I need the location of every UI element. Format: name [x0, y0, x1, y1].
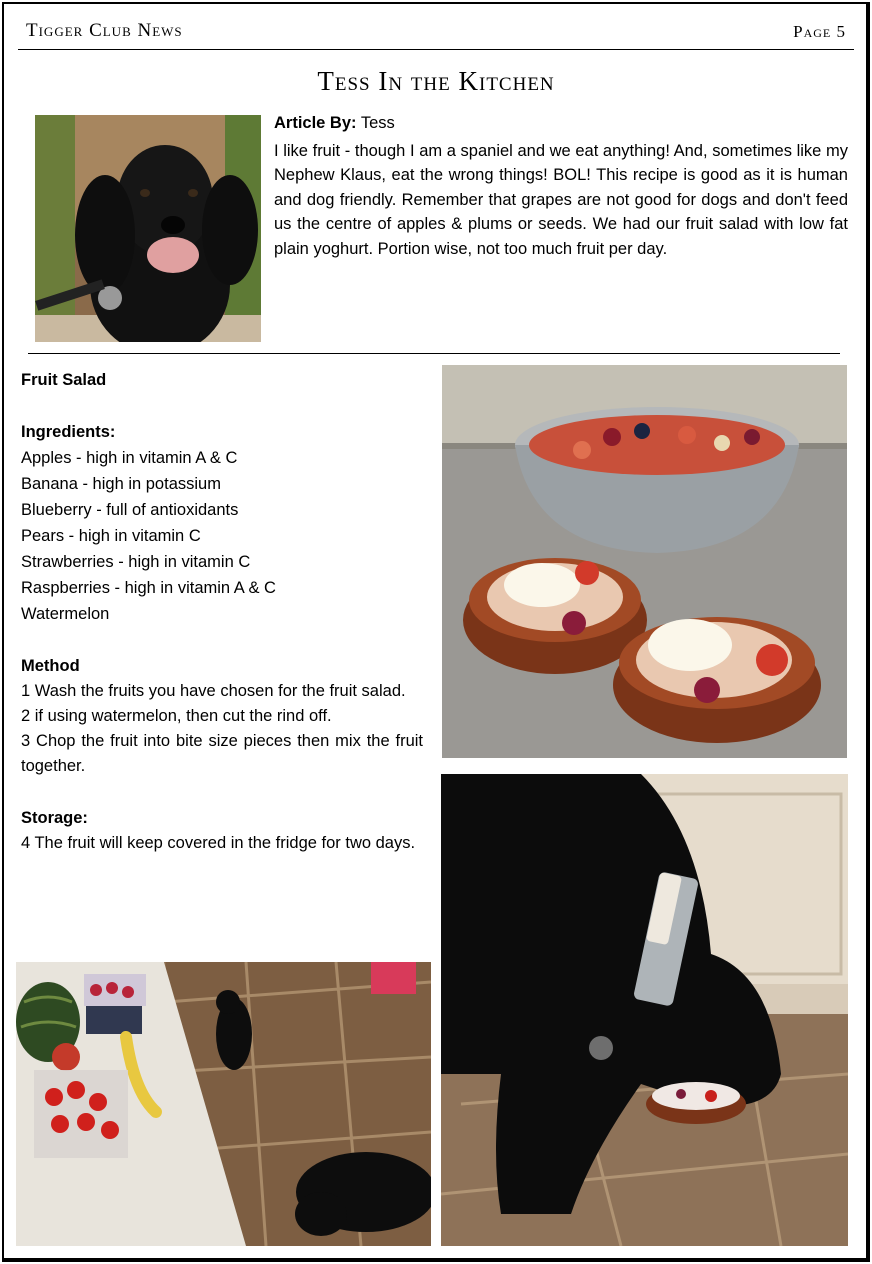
section-divider: [28, 353, 840, 354]
storage-heading: Storage:: [21, 809, 88, 827]
method-step: 1 Wash the fruits you have chosen for the fruit salad.: [21, 682, 406, 700]
ingredient-item: Blueberry - full of antioxidants: [21, 501, 239, 519]
fruit-bowls-photo: [442, 365, 847, 758]
byline-label: Article By:: [274, 114, 357, 132]
kitchen-fruit-puppies-photo: [16, 962, 431, 1246]
ingredient-item: Banana - high in potassium: [21, 475, 221, 493]
ingredient-item: Strawberries - high in vitamin C: [21, 553, 251, 571]
page-number: Page 5: [793, 22, 846, 41]
dog-eating-photo: [441, 774, 848, 1246]
storage-note: 4 The fruit will keep covered in the fridge for two days.: [21, 834, 416, 852]
ingredient-item: Watermelon: [21, 605, 110, 623]
recipe-name: Fruit Salad: [21, 371, 107, 389]
ingredient-item: Raspberries - high in vitamin A & C: [21, 579, 276, 597]
tess-portrait-photo: [35, 115, 261, 342]
header-divider: [18, 49, 854, 50]
ingredient-item: Pears - high in vitamin C: [21, 527, 201, 545]
byline: [274, 114, 395, 133]
ingredients-heading: Ingredients:: [21, 423, 116, 441]
ingredient-item: Apples - high in vitamin A & C: [21, 449, 238, 467]
method-step: 2 if using watermelon, then cut the rind off.: [21, 707, 332, 725]
method-heading: Method: [21, 657, 80, 675]
author-name: Tess: [360, 114, 395, 132]
article-intro: I like fruit - though I am a spaniel and we eat anything! And, sometimes like my Nephew Klaus, eat the wrong things! BOL! This recipe is good as it is human and dog friendly. Remember that grapes are not good for dogs and don't feed us the centre of apples & plums or seeds. We had our fruit salad with low fat plain yoghurt. Portion wise, not too much fruit per day.: [274, 142, 848, 258]
method-step: 3 Chop the fruit into bite size pieces then mix the fruit together.: [21, 732, 423, 775]
newsletter-name: Tigger Club News: [26, 20, 183, 41]
article-title: Tess In the Kitchen: [317, 66, 555, 96]
recipe-column: [21, 367, 423, 856]
